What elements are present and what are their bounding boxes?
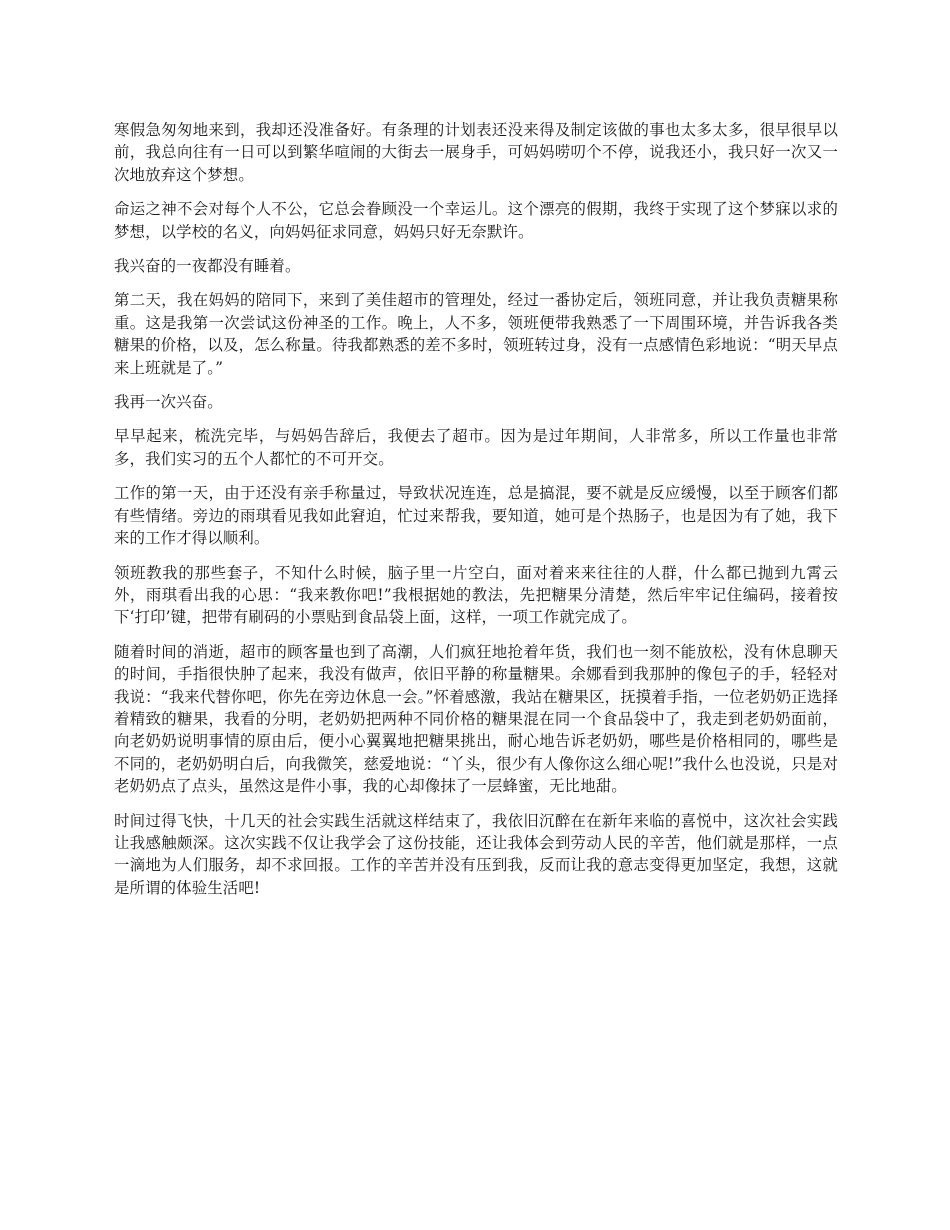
paragraph: 时间过得飞快，十几天的社会实践生活就这样结束了，我依旧沉醉在在新年来临的喜悦中，这次社会实践让我感触颇深。这次实践不仅让我学会了这份技能，还让我体会到劳动人民的辛苦，他们就是那样，一点一滴地为人们服务，却不求回报。工作的辛苦并没有压到我，反而让我的意志变得更加坚定，我想，这就是所谓的体验生活吧! (114, 811, 838, 897)
paragraph: 我再一次兴奋。 (114, 393, 223, 412)
paragraph: 我兴奋的一夜都没有睡着。 (114, 257, 301, 276)
paragraph: 命运之神不会对每个人不公，它总会眷顾没一个幸运儿。这个漂亮的假期，我终于实现了这个梦寐以求的梦想，以学校的名义，向妈妈征求同意，妈妈只好无奈默许。 (114, 200, 838, 241)
paragraph: 工作的第一天，由于还没有亲手称量过，导致状况连连，总是搞混，要不就是反应缓慢，以至于顾客们都有些情绪。旁边的雨琪看见我如此窘迫，忙过来帮我，要知道，她可是个热肠子，也是因为有了她，我下来的工作才得以顺利。 (114, 484, 838, 548)
paragraph: 早早起来，梳洗完毕，与妈妈告辞后，我便去了超市。因为是过年期间，人非常多，所以工作量也非常多，我们实习的五个人都忙的不可开交。 (114, 427, 838, 468)
paragraph: 领班教我的那些套子，不知什么时候，脑子里一片空白，面对着来来往往的人群，什么都已抛到九霄云外，雨琪看出我的心思：“我来教你吧!”我根据她的教法，先把糖果分清楚，然后牢牢记住编码，接着按下‘打印’键，把带有刷码的小票贴到食品袋上面，这样，一项工作就完成了。 (114, 563, 838, 627)
paragraph: 第二天，我在妈妈的陪同下，来到了美佳超市的管理处，经过一番协定后，领班同意，并让我负责糖果称重。这是我第一次尝试这份神圣的工作。晚上，人不多，领班便带我熟悉了一下周围环境，并告诉我各类糖果的价格，以及，怎么称量。待我都熟悉的差不多时，领班转过身，没有一点感情色彩地说：“明天早点来上班就是了。” (114, 291, 838, 377)
paragraph: 随着时间的消逝，超市的顾客量也到了高潮，人们疯狂地抢着年货，我们也一刻不能放松，没有休息聊天的时间，手指很快肿了起来，我没有做声，依旧平静的称量糖果。余娜看到我那肿的像包子的手，轻轻对我说：“我来代替你吧，你先在旁边休息一会。”怀着感激，我站在糖果区，抚摸着手指，一位老奶奶正选择着精致的糖果，我看的分明，老奶奶把两种不同价格的糖果混在同一个食品袋中了，我走到老奶奶面前，向老奶奶说明事情的原由后，便小心翼翼地把糖果挑出，耐心地告诉老奶奶，哪些是价格相同的，哪些是不同的，老奶奶明白后，向我微笑，慈爱地说：“丫头，很少有人像你这么细心呢!”我什么也没说，只是对老奶奶点了点头，虽然这是件小事，我的心却像抹了一层蜂蜜，无比地甜。 (114, 642, 838, 796)
document-body (114, 119, 838, 911)
paragraph: 寒假急匆匆地来到，我却还没准备好。有条理的计划表还没来得及制定该做的事也太多太多，很早很早以前，我总向往有一日可以到繁华喧闹的大街去一展身手，可妈妈唠叨个不停，说我还小，我只好一次又一次地放弃这个梦想。 (114, 121, 838, 184)
